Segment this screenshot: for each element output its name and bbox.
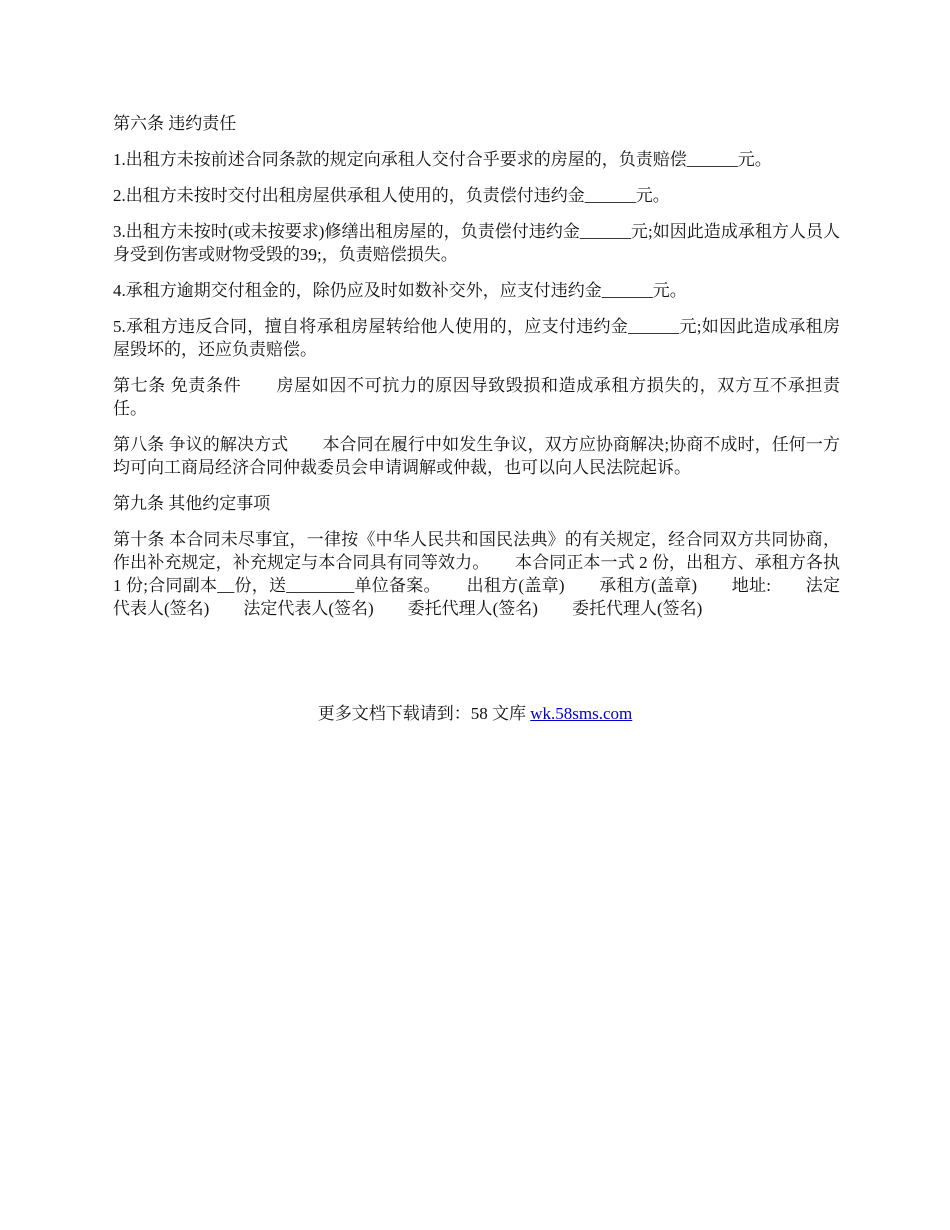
clause-3: 3.出租方未按时(或未按要求)修缮出租房屋的，负责偿付违约金______元;如因此造成承租方人员人身受到伤害或财物受毁的39;，负责赔偿损失。 xyxy=(113,222,840,264)
article-9-other-matters: 第九条 其他约定事项 xyxy=(113,494,271,513)
article-7-exemption: 第七条 免责条件 房屋如因不可抗力的原因导致毁损和造成承租方损失的，双方互不承担责任。 xyxy=(113,376,840,418)
clause-5: 5.承租方违反合同，擅自将承租房屋转给他人使用的，应支付违约金______元;如因此造成承租房屋毁坏的，还应负责赔偿。 xyxy=(113,317,840,359)
article-10-and-signatures: 第十条 本合同未尽事宜，一律按《中华人民共和国民法典》的有关规定，经合同双方共同协商，作出补充规定，补充规定与本合同具有同等效力。 本合同正本一式 2 份，出租方、承租方各执 1 份;合同副本__份，送________单位备案。 出租方(盖章) 承租方(盖章) 地址: 法定代表人(签名) 法定代表人(签名) 委托代理人(签名) 委托代理人(签名) xyxy=(113,530,840,618)
clause-1: 1.出租方未按前述合同条款的规定向承租人交付合乎要求的房屋的，负责赔偿______元。 xyxy=(113,150,772,169)
clause-4: 4.承租方逾期交付租金的，除仍应及时如数补交外，应支付违约金______元。 xyxy=(113,281,687,300)
clause-2: 2.出租方未按时交付出租房屋供承租人使用的，负责偿付违约金______元。 xyxy=(113,186,670,205)
section-heading-article-6: 第六条 违约责任 xyxy=(113,114,237,133)
footer-text: 更多文档下载请到：58 文库 xyxy=(317,704,531,723)
article-8-dispute-resolution: 第八条 争议的解决方式 本合同在履行中如发生争议，双方应协商解决;协商不成时，任何一方均可向工商局经济合同仲裁委员会申请调解或仲裁，也可以向人民法院起诉。 xyxy=(113,435,840,477)
document-body xyxy=(113,112,840,633)
download-footer xyxy=(0,702,950,725)
footer-link[interactable]: wk.58sms.com xyxy=(530,704,633,723)
